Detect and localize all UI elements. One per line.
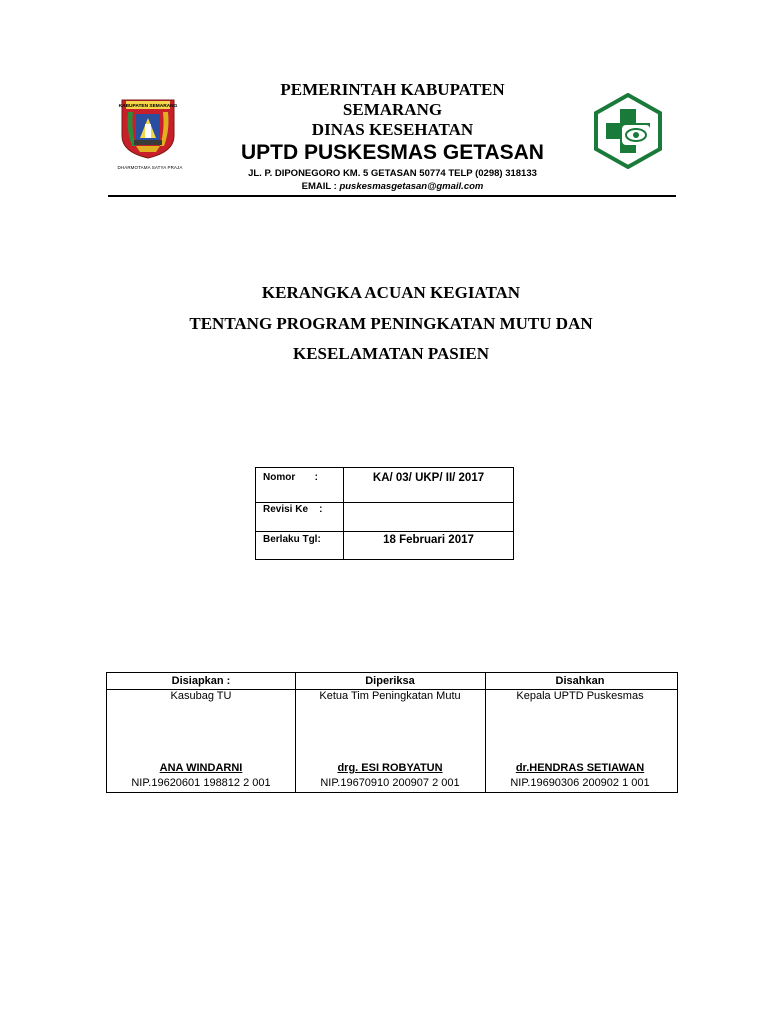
email-line: [190, 181, 595, 192]
document-title-line-1: KERANGKA ACUAN KEGIATAN: [261, 283, 521, 302]
signature-header-approved: Disahkan: [555, 675, 605, 687]
info-label: Berlaku Tgl:: [263, 534, 321, 545]
signer-name-approved: dr.HENDRAS SETIAWAN: [515, 762, 645, 774]
email-label: EMAIL :: [301, 181, 340, 192]
signer-name-prepared: ANA WINDARNI: [159, 762, 243, 774]
svg-text:KABUPATEN SEMARANG: KABUPATEN SEMARANG: [118, 104, 178, 109]
signature-role-prepared: Kasubag TU: [170, 690, 232, 702]
info-row-revisi: [256, 503, 513, 532]
government-line-2: SEMARANG: [342, 100, 443, 119]
signer-nip-checked: NIP.19670910 200907 2 001: [320, 777, 460, 789]
document-title-line-3: KESELAMATAN PASIEN: [293, 344, 489, 363]
document-info-table: [255, 467, 514, 560]
signer-nip-approved: NIP.19690306 200902 1 001: [510, 777, 650, 789]
signature-role-approved: Kepala UPTD Puskesmas: [516, 690, 644, 702]
signature-role-checked: Ketua Tim Peningkatan Mutu: [319, 690, 461, 702]
info-row-berlaku: [256, 532, 513, 559]
government-line-1: PEMERINTAH KABUPATEN: [280, 80, 505, 99]
address-line: JL. P. DIPONEGORO KM. 5 GETASAN 50774 TELP (0298) 318133: [248, 168, 537, 179]
info-value: 18 Februari 2017: [383, 534, 474, 546]
signature-table: [106, 672, 678, 793]
document-title-line-2: TENTANG PROGRAM PENINGKATAN MUTU DAN: [189, 314, 593, 333]
signature-header-checked: Diperiksa: [365, 675, 415, 687]
signature-header-prepared: Disiapkan :: [171, 675, 231, 687]
info-label: Revisi Ke :: [263, 504, 323, 515]
info-label: Nomor :: [263, 472, 318, 483]
email-value[interactable]: puskesmasgetasan@gmail.com: [339, 181, 484, 192]
header-divider: [108, 195, 676, 197]
signer-name-checked: drg. ESI ROBYATUN: [337, 762, 443, 774]
emblem-motto: DHARMOTAMA SATYA PRAJA: [117, 165, 183, 170]
signer-nip-prepared: NIP.19620601 198812 2 001: [131, 777, 271, 789]
puskesmas-name: UPTD PUSKESMAS GETASAN: [241, 141, 544, 164]
info-table-column-divider: [343, 468, 344, 559]
government-line-3: DINAS KESEHATAN: [311, 120, 474, 139]
puskesmas-logo: [592, 93, 664, 169]
kabupaten-semarang-emblem: [118, 96, 178, 160]
info-row-nomor: [256, 468, 513, 503]
info-value: KA/ 03/ UKP/ II/ 2017: [372, 472, 485, 484]
